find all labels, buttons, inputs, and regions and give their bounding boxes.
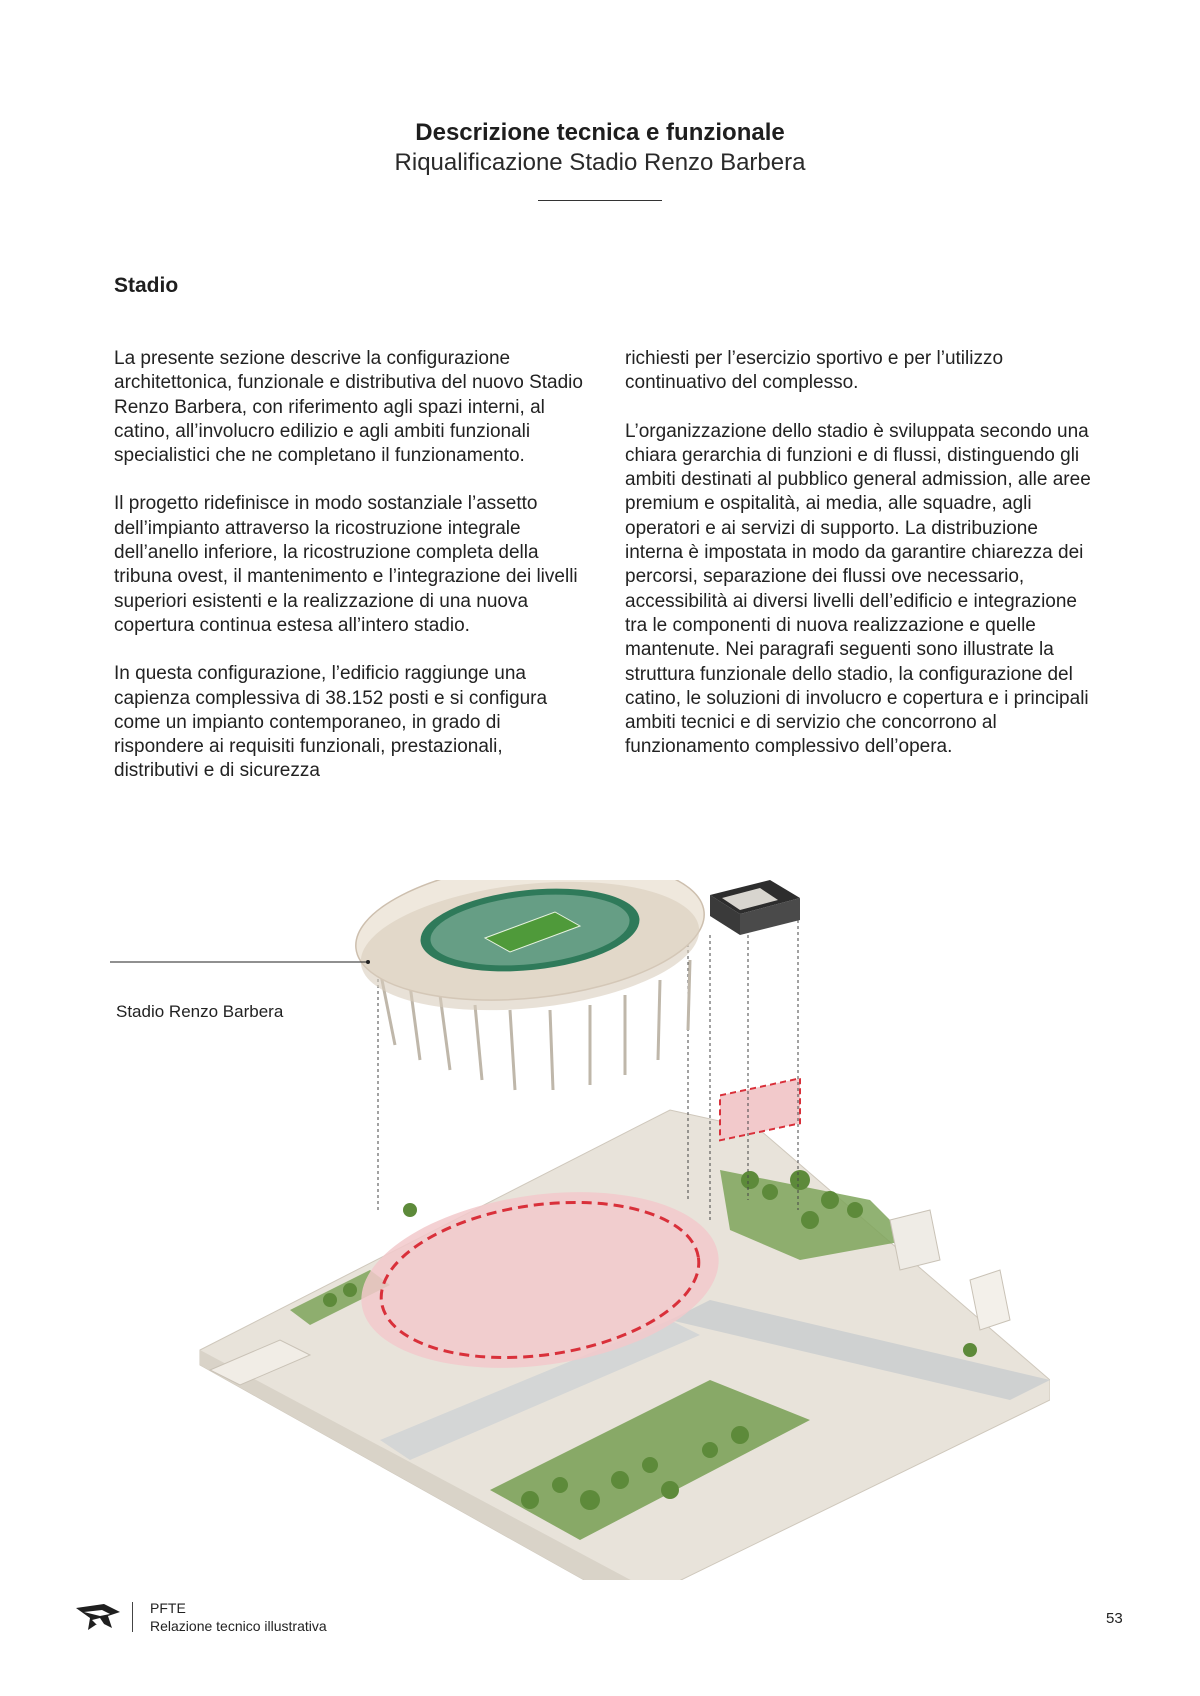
body-column-right <box>625 347 1100 784</box>
section-title: Stadio <box>114 274 179 297</box>
paragraph: richiesti per l’esercizio sportivo e per l’utilizzo continuativo del complesso. <box>625 348 1004 394</box>
page-number: 53 <box>1106 1610 1123 1627</box>
stadium-model <box>349 880 711 1090</box>
callout-label: Stadio Renzo Barbera <box>116 1002 284 1021</box>
body-column-left <box>114 347 589 808</box>
paragraph: L’organizzazione dello stadio è sviluppata secondo una chiara gerarchia di funzioni e di flussi, distinguendo gli ambiti destinati al pubblico general admission, alle aree premium e ospitalità, ai media, alle squadre, agli operatori e ai servizi di supporto. La distribuzione interna è impostata in modo da garantire chiarezza dei percorsi, separazione dei flussi ove necessario, accessibilità ai diversi livelli dell’edificio e integrazione tra le componenti di nuova realizzazione e quelle mantenute. Nei paragrafi seguenti sono illustrate la struttura funzionale dello stadio, la configurazione del catino, le soluzioni di involucro e copertura e i principali ambiti tecnici e di servizio che concorrono al funzionamento complessivo dell’opera. <box>625 420 1091 758</box>
footer-document-name: Relazione tecnico illustrativa <box>150 1618 327 1634</box>
eagle-logo-icon <box>74 1598 122 1634</box>
annex-footprint <box>720 1078 800 1140</box>
footer-project: PFTE <box>150 1600 186 1616</box>
paragraph: Il progetto ridefinisce in modo sostanziale l’assetto dell’impianto attraverso la ricostruzione integrale dell’anello inferiore, la ricostruzione completa della tribuna ovest, il mantenimento e l’integrazione dei livelli superiori esistenti e la realizzazione di una nuova copertura continua estesa all’intero stadio. <box>114 493 578 636</box>
paragraph: La presente sezione descrive la configurazione architettonica, funzionale e distributiva del nuovo Stadio Renzo Barbera, con riferimento agli spazi interni, al catino, all’involucro edilizio e agli ambiti funzionali specialistici che ne completano il funzionamento. <box>114 348 583 467</box>
annex-building-model <box>710 880 800 935</box>
document-subtitle: Riqualificazione Stadio Renzo Barbera <box>394 149 806 176</box>
paragraph: In questa configurazione, l’edificio raggiunge una capienza complessiva di 38.152 posti e si configura come un impianto contemporaneo, in grado di rispondere ai requisiti funzionali, prestazionali, distributivi e di sicurezza <box>114 663 548 782</box>
document-title: Descrizione tecnica e funzionale <box>415 119 785 146</box>
header-divider <box>538 200 662 201</box>
stadium-axonometric-illustration <box>110 880 1050 1580</box>
footer-divider <box>132 1602 133 1632</box>
page-header <box>0 118 1200 201</box>
